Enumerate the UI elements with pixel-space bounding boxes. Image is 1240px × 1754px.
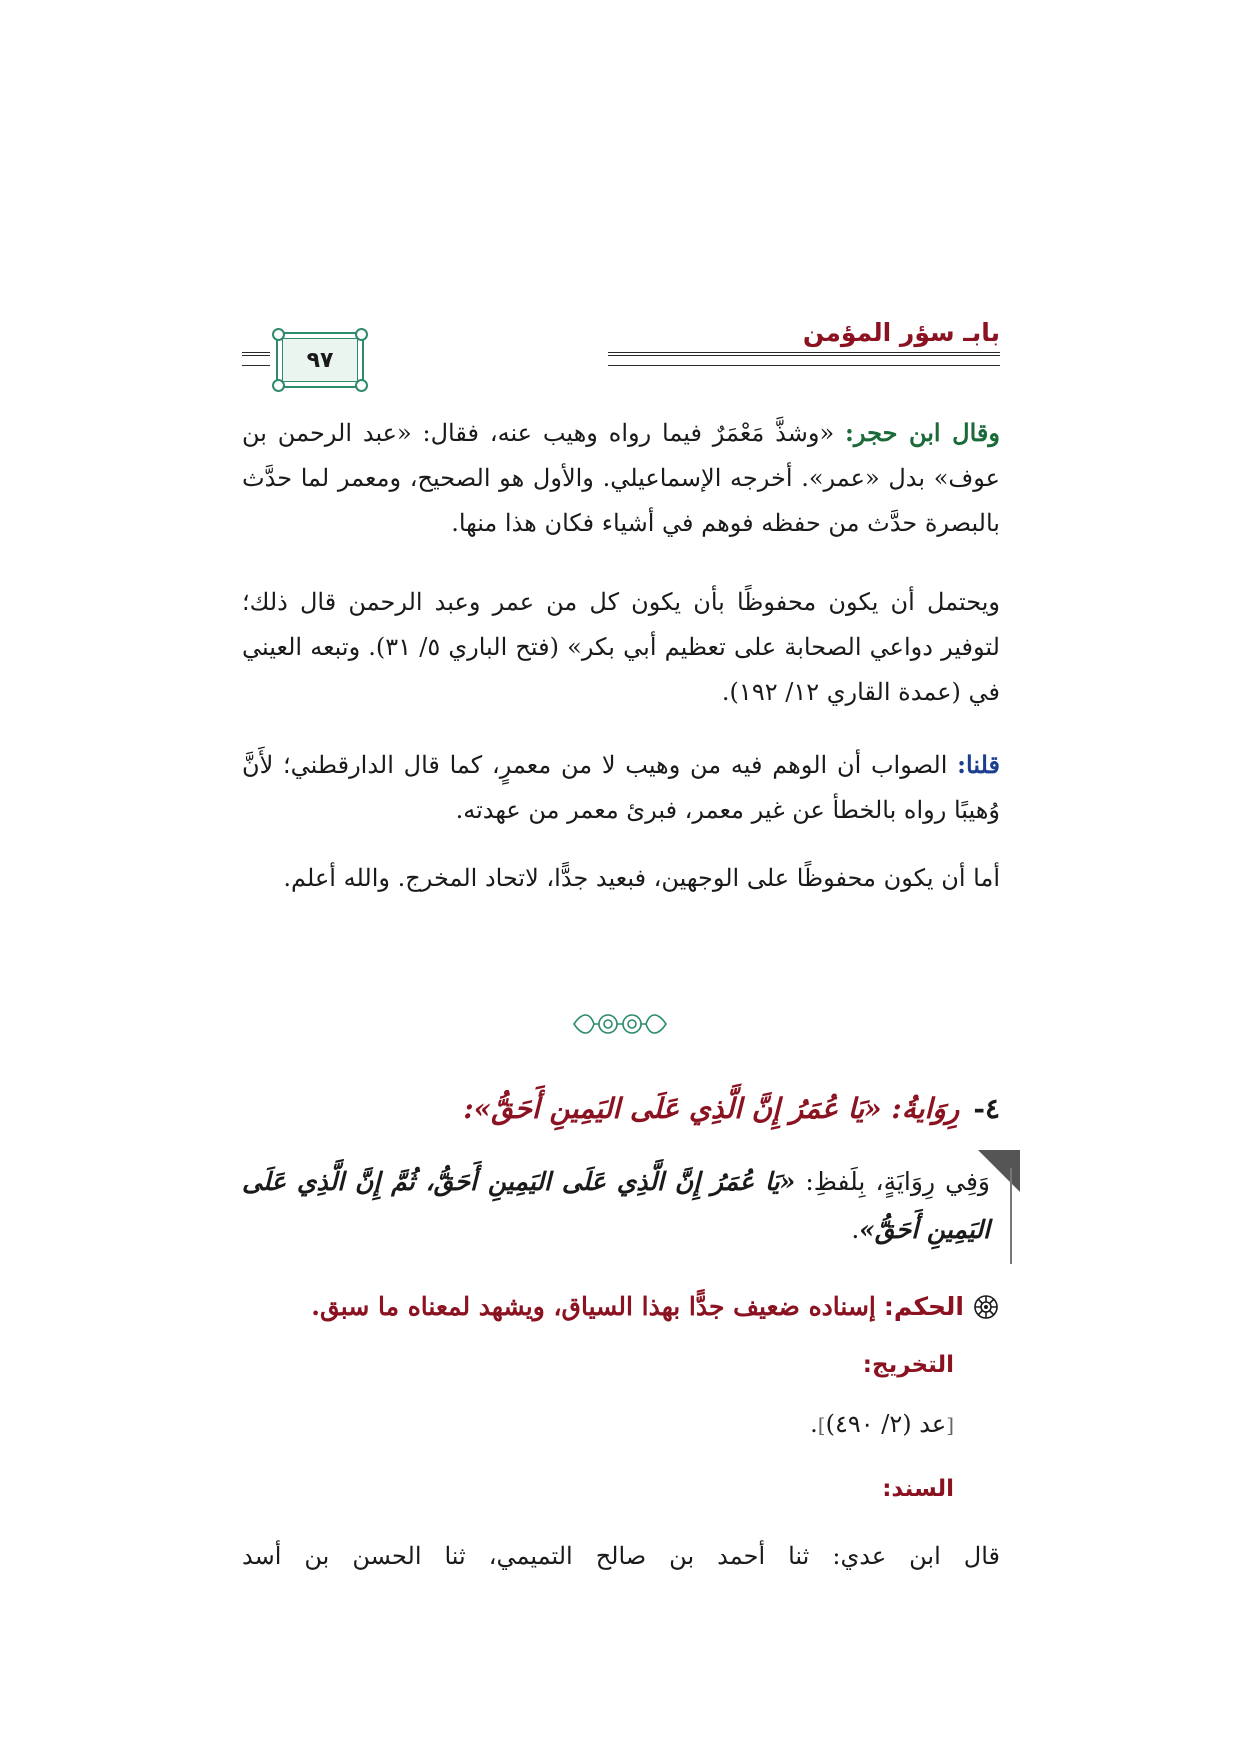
takhrij-label: التخريج: — [862, 1352, 954, 1378]
bracket-close: ] — [817, 1413, 826, 1437]
section-heading — [463, 1092, 1000, 1125]
ruling-label: الحكم: — [883, 1292, 964, 1321]
chapter-title: بابـ سؤر المؤمن — [802, 318, 1000, 347]
ornamental-flower-icon — [972, 1293, 1000, 1321]
narration-end: . — [851, 1215, 860, 1244]
paragraph-possibility — [242, 580, 1000, 715]
paragraph-text: ويحتمل أن يكون محفوظًا بأن يكون كل من عمر وعبد الرحمن قال ذلك؛ لتوفير دواعي الصحابة على تعظيم أبي بكر» (فتح الباري ٥/ ٣١). وتبعه العيني في (عمدة القاري ١٢/ ١٩٢). — [242, 588, 1000, 706]
paragraph-text: «وشذَّ مَعْمَرٌ فيما رواه وهيب عنه، فقال: «عبد الرحمن بن عوف» بدل «عمر». أخرجه الإسماعيلي. والأول هو الصحيح، ومعمر لما حدَّث بالبصرة حدَّث من حفظه فوهم في أشياء فكان هذا منها. — [242, 419, 1000, 537]
page-number: ٩٧ — [306, 347, 334, 373]
ruling-text: إسناده ضعيف جدًّا بهذا السياق، ويشهد لمعناه ما سبق. — [311, 1292, 876, 1321]
section-number: ٤- — [973, 1092, 1000, 1125]
narration-block — [242, 1158, 990, 1254]
paragraph-text: أما أن يكون محفوظًا على الوجهين، فبعيد جدًّا، لاتحاد المخرج. والله أعلم. — [283, 864, 1000, 892]
header-rule-left — [242, 352, 270, 366]
paragraph-conclusion — [242, 856, 1000, 901]
header-rule — [608, 352, 1000, 366]
narration-intro: وَفِي رِوَايَةٍ، بِلَفظِ: — [795, 1167, 990, 1196]
paragraph-text: الصواب أن الوهم فيه من وهيب لا من معمرٍ، كما قال الدارقطني؛ لأَنَّ وُهيبًا رواه بالخطأ عن غير معمر، فبرئ معمر من عهدته. — [242, 751, 1000, 824]
takhrij-reference — [810, 1410, 954, 1438]
page-header — [242, 312, 1000, 388]
paragraph-lead: وقال ابن حجر: — [844, 418, 1000, 447]
paragraph-ibn-hajar — [242, 410, 1000, 546]
sanad-label: السند: — [882, 1476, 954, 1502]
paragraph-qulna — [242, 742, 1000, 833]
narration-quote: «يَا عُمَرُ إِنَّ الَّذِي عَلَى اليَمِينِ أَحَقُّ، ثُمَّ إِنَّ الَّذِي عَلَى اليَمِينِ أَحَقُّ» — [242, 1167, 990, 1244]
ruling-row — [311, 1292, 1000, 1321]
takhrij-end: . — [810, 1410, 818, 1438]
paragraph-lead: قلنا: — [957, 750, 1000, 779]
ornamental-divider-icon — [570, 1004, 670, 1044]
page-number-badge — [276, 332, 364, 388]
section-heading-text: رِوَايةُ: «يَا عُمَرُ إِنَّ الَّذِي عَلَى اليَمِينِ أَحَقُّ»: — [463, 1092, 960, 1125]
takhrij-reference-text: عد (٢/ ٤٩٠) — [825, 1410, 947, 1438]
bracket-open: [ — [946, 1413, 954, 1437]
sanad-text: قال ابن عدي: ثنا أحمد بن صالح التميمي، ثنا الحسن بن أسد — [242, 1542, 1000, 1570]
narration-side-line — [1010, 1168, 1012, 1264]
